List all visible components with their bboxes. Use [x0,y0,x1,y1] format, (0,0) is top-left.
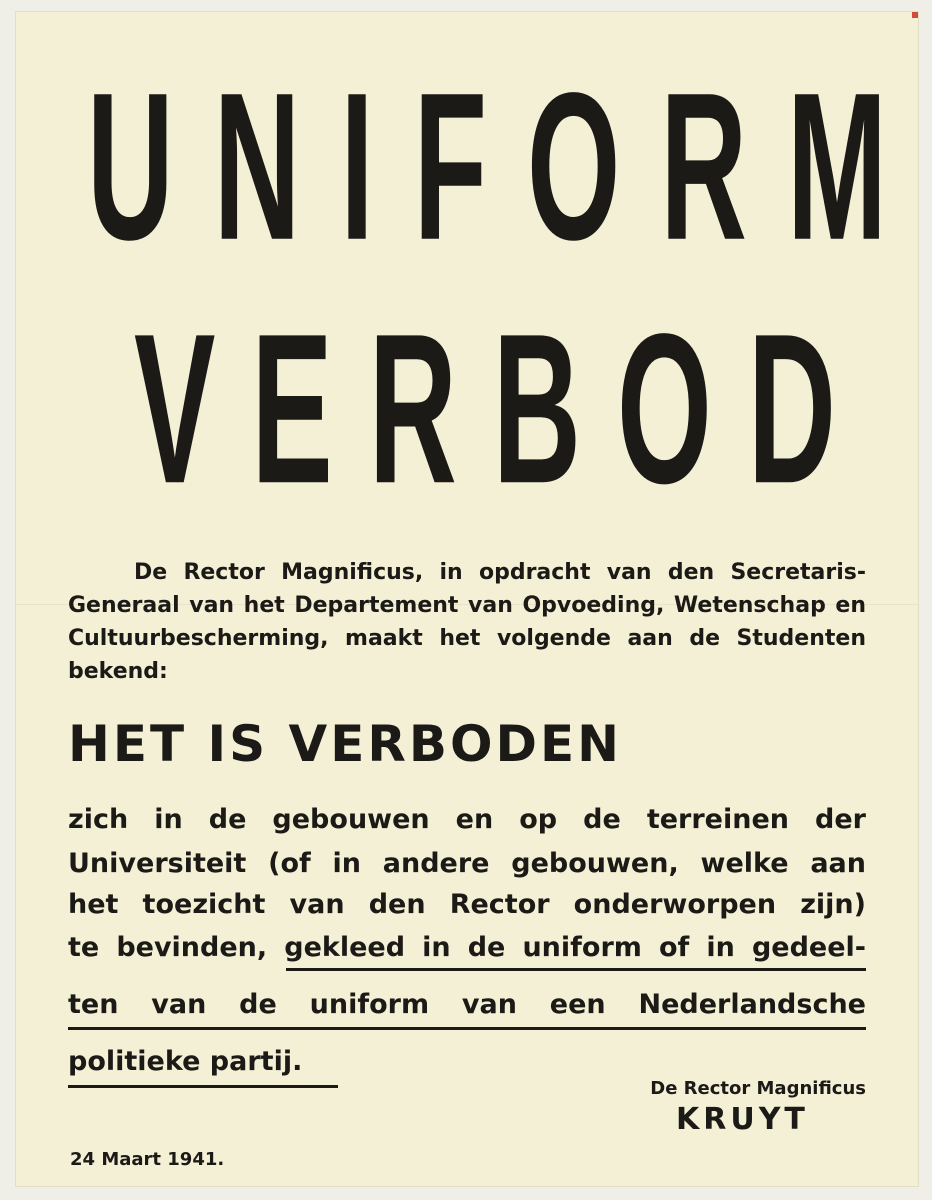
underline [68,1027,866,1030]
body-line: politieke partij. [68,1046,303,1077]
signature-title: De Rector Magnificus [650,1078,866,1099]
underline [68,1085,338,1088]
intro-paragraph: De Rector Magnificus, in opdracht van den Secretaris-Generaal van het Departement van Opvoeding, Wetenschap en Cultuurbescherming, maakt het volgende aan de Studenten bekend: [68,560,866,684]
body-line: ten van de uniform van een Nederlandsche [68,989,866,1020]
body-line: het toezicht van den Rector onderworpen zijn) [68,889,866,920]
big-statement: HET IS VERBODEN [68,715,623,773]
body-line: zich in de gebouwen en op de terreinen der [68,804,866,835]
body-line: Universiteit (of in andere gebouwen, welke aan [68,848,866,879]
body-line: te bevinden, gekleed in de uniform of in gedeel- [68,932,866,963]
poster-date: 24 Maart 1941. [70,1149,225,1170]
corner-mark [912,12,918,18]
headline-uniform: UNIFORM [87,49,927,285]
poster-sheet [16,12,927,1186]
signature-name: KRUYT [676,1102,809,1137]
underline [286,968,866,971]
headline-verbod: VERBOD [134,289,872,528]
